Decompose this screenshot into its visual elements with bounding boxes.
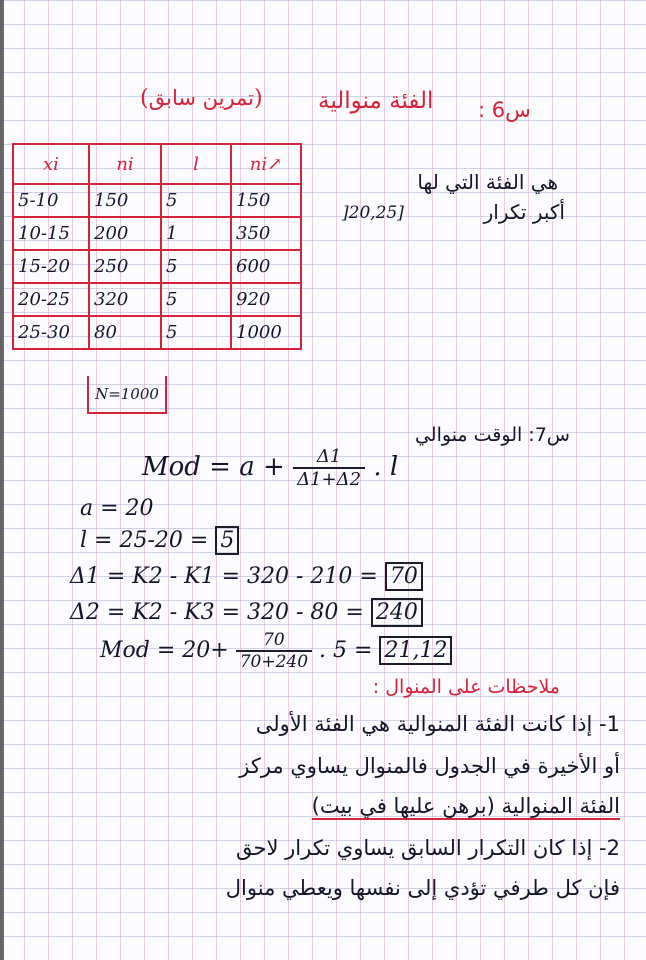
table-row <box>13 283 301 316</box>
table-row <box>13 184 301 217</box>
table-cell: 600 <box>231 250 301 283</box>
table-cell: 5 <box>161 316 231 349</box>
section-title: الفئة منوالية <box>318 88 434 114</box>
table-header-row <box>13 144 301 184</box>
table-cell: 10-15 <box>13 217 89 250</box>
table-cell: 320 <box>89 283 161 316</box>
mode-numerator: 70 <box>236 630 312 652</box>
delta2-expression: Δ2 = K2 - K3 = 320 - 80 = <box>70 600 364 625</box>
note2-line1: 2- إذا كان التكرار السابق يساوي تكرار لاحق <box>235 836 620 860</box>
formula-fraction <box>293 446 365 490</box>
delta1-line <box>70 564 423 589</box>
l-value-line <box>80 528 239 553</box>
table-cell: 150 <box>89 184 161 217</box>
table-cell: 5-10 <box>13 184 89 217</box>
mode-fraction <box>236 630 312 672</box>
table-cell: 350 <box>231 217 301 250</box>
note1-line3 <box>20 794 620 818</box>
notebook-margin-line <box>0 0 4 960</box>
header-ni: ni <box>89 144 161 184</box>
table-row <box>13 217 301 250</box>
table-cell: 5 <box>161 283 231 316</box>
formula-tail: . l <box>373 452 399 482</box>
note1-line2: أو الأخيرة في الجدول فالمنوال يساوي مركز <box>239 754 620 778</box>
formula-denominator: Δ1+Δ2 <box>297 469 362 490</box>
mode-lhs: Mod = 20+ <box>100 638 229 663</box>
table-cell: 920 <box>231 283 301 316</box>
l-expression: l = 25-20 = <box>80 528 209 553</box>
a-value-line: a = 20 <box>80 496 154 521</box>
modal-interval: ]20,25] <box>342 203 404 223</box>
header-cumulative: ni↗ <box>231 144 301 184</box>
frequency-table <box>12 143 302 350</box>
parenthetical-note: (تمرين سابق) <box>140 86 263 111</box>
table-cell: 20-25 <box>13 283 89 316</box>
table-row <box>13 250 301 283</box>
answer6-line2: أكبر تكرار <box>483 200 565 224</box>
table-cell: 200 <box>89 217 161 250</box>
table-cell: 80 <box>89 316 161 349</box>
table-cell: 15-20 <box>13 250 89 283</box>
header-xi: xi <box>13 144 89 184</box>
table-cell: 1000 <box>231 316 301 349</box>
question7-title: س7: الوقت منوالي <box>414 424 570 446</box>
table-cell: 1 <box>161 217 231 250</box>
delta1-result-box: 70 <box>385 562 423 591</box>
mode-tail: . 5 = <box>319 638 373 663</box>
table-cell: 25-30 <box>13 316 89 349</box>
table-row <box>13 316 301 349</box>
note1-line1: 1- إذا كانت الفئة المنوالية هي الفئة الأولى <box>255 712 620 736</box>
answer6-line1: هي الفئة التي لها <box>417 170 558 194</box>
total-count: N=1000 <box>87 376 167 414</box>
question-number: س6 : <box>478 98 531 122</box>
mode-result-box: 21,12 <box>379 636 452 665</box>
delta1-expression: Δ1 = K2 - K1 = 320 - 210 = <box>70 564 378 589</box>
formula-numerator: Δ1 <box>293 446 365 469</box>
mode-denominator: 70+240 <box>239 652 309 672</box>
note1-proof-text: الفئة المنوالية (برهن عليها في بيت) <box>311 794 620 818</box>
table-cell: 250 <box>89 250 161 283</box>
l-result-box: 5 <box>215 526 239 555</box>
delta2-result-box: 240 <box>371 598 423 627</box>
note2-line2: فإن كل طرفي تؤدي إلى نفسها ويعطي منوال <box>225 876 620 900</box>
table-cell: 150 <box>231 184 301 217</box>
delta2-line <box>70 600 423 625</box>
notes-title: ملاحظات على المنوال : <box>372 676 560 698</box>
header-l: l <box>161 144 231 184</box>
mode-result-line <box>100 630 452 672</box>
table-cell: 5 <box>161 184 231 217</box>
formula-lhs: Mod = a + <box>142 452 285 482</box>
table-cell: 5 <box>161 250 231 283</box>
mode-formula <box>142 446 398 490</box>
